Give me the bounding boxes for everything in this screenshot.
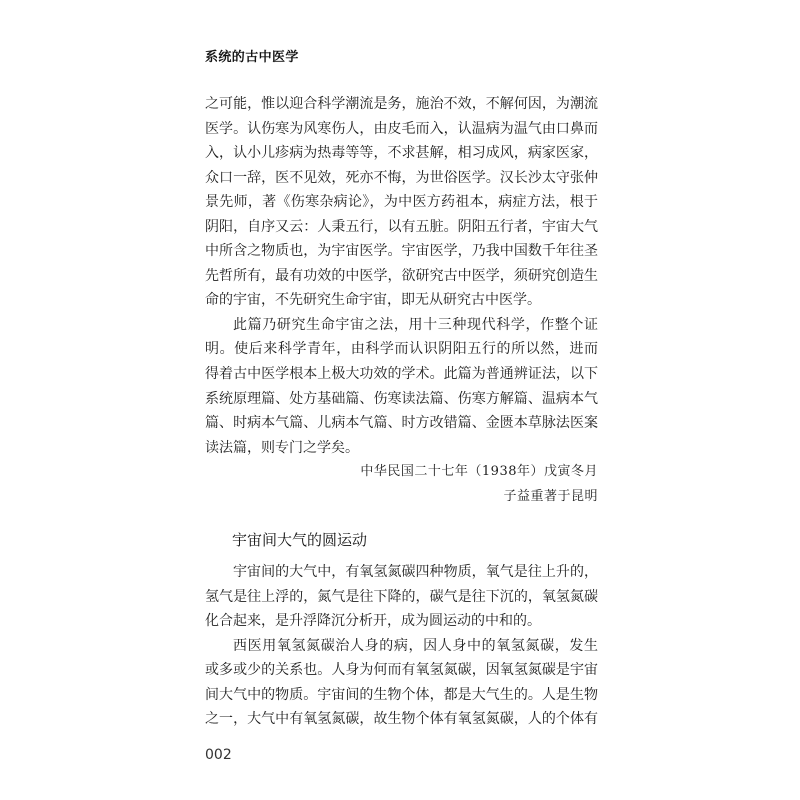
text-line: 入，认小儿疹病为热毒等等，不求甚解，相习成风，病家医家， — [205, 145, 598, 162]
text-line: 众口一辞，医不见效，死亦不悔，为世俗医学。汉长沙太守张仲 — [205, 169, 598, 186]
text-line: 中所含之物质也，为宇宙医学。宇宙医学，乃我中国数千年往圣 — [205, 243, 598, 260]
page-number: 002 — [205, 747, 232, 763]
text-line: 命的宇宙，不先研究生命宇宙，即无从研究古中医学。 — [205, 292, 541, 309]
text-line: 化合起来，是升浮降沉分析开，成为圆运动的中和的。 — [205, 613, 541, 630]
text-line: 间大气中的物质。宇宙间的生物个体，都是大气生的。人是生物 — [205, 686, 598, 703]
section-paragraph-2 — [205, 634, 598, 732]
intro-text-block — [205, 92, 598, 509]
signature — [205, 460, 598, 509]
text-line: 之可能，惟以迎合科学潮流是务，施治不效，不解何因，为潮流 — [205, 96, 598, 112]
text-line: 系统原理篇、处方基础篇、伤寒读法篇、伤寒方解篇、温病本气 — [205, 390, 598, 407]
text-line: 或多或少的关系也。人身为何而有氧氢氮碳，因氧氢氮碳是宇宙 — [205, 662, 598, 679]
signature-author: 子益重著于昆明 — [503, 488, 598, 504]
section-heading: 宇宙间大气的圆运动 — [232, 531, 368, 549]
text-line: 先哲所有，最有功效的中医学，欲研究古中医学，须研究创造生 — [205, 267, 598, 284]
text-line: 宇宙间的大气中，有氧氢氮碳四种物质，氧气是往上升的， — [233, 564, 598, 580]
text-line: 读法篇，则专门之学矣。 — [205, 439, 359, 456]
text-line: 得着古中医学根本上极大功效的学术。此篇为普通辨证法，以下 — [205, 366, 598, 383]
text-line: 景先师，著《伤寒杂病论》，为中医方药祖本，病症方法，根于 — [205, 194, 598, 211]
text-line: 氢气是往上浮的，氮气是往下降的，碳气是往下沉的，氧氢氮碳 — [205, 588, 598, 605]
text-line: 此篇乃研究生命宇宙之法，用十三种现代科学，作整个证 — [233, 316, 598, 333]
section-paragraph-1 — [205, 560, 598, 634]
running-title: 系统的古中医学 — [205, 50, 299, 65]
text-line: 医学。认伤寒为风寒伤人，由皮毛而入，认温病为温气由口鼻而 — [205, 120, 598, 137]
text-line: 之一，大气中有氧氢氮碳，故生物个体有氧氢氮碳，人的个体有 — [205, 711, 598, 728]
section-text-block — [205, 560, 598, 732]
intro-paragraph-2 — [205, 313, 598, 460]
text-line: 篇、时病本气篇、儿病本气篇、时方改错篇、金匮本草脉法医案 — [205, 415, 598, 432]
intro-paragraph-1 — [205, 92, 598, 313]
text-line: 阴阳，自序又云：人秉五行，以有五脏。阴阳五行者，宇宙大气 — [205, 218, 598, 235]
text-line: 明。使后来科学青年，由科学而认识阴阳五行的所以然，进而 — [205, 341, 598, 358]
text-line: 西医用氧氢氮碳治人身的病，因人身中的氧氢氮碳，发生 — [233, 637, 598, 654]
signature-date: 中华民国二十七年（1938年）戊寅冬月 — [360, 464, 598, 480]
